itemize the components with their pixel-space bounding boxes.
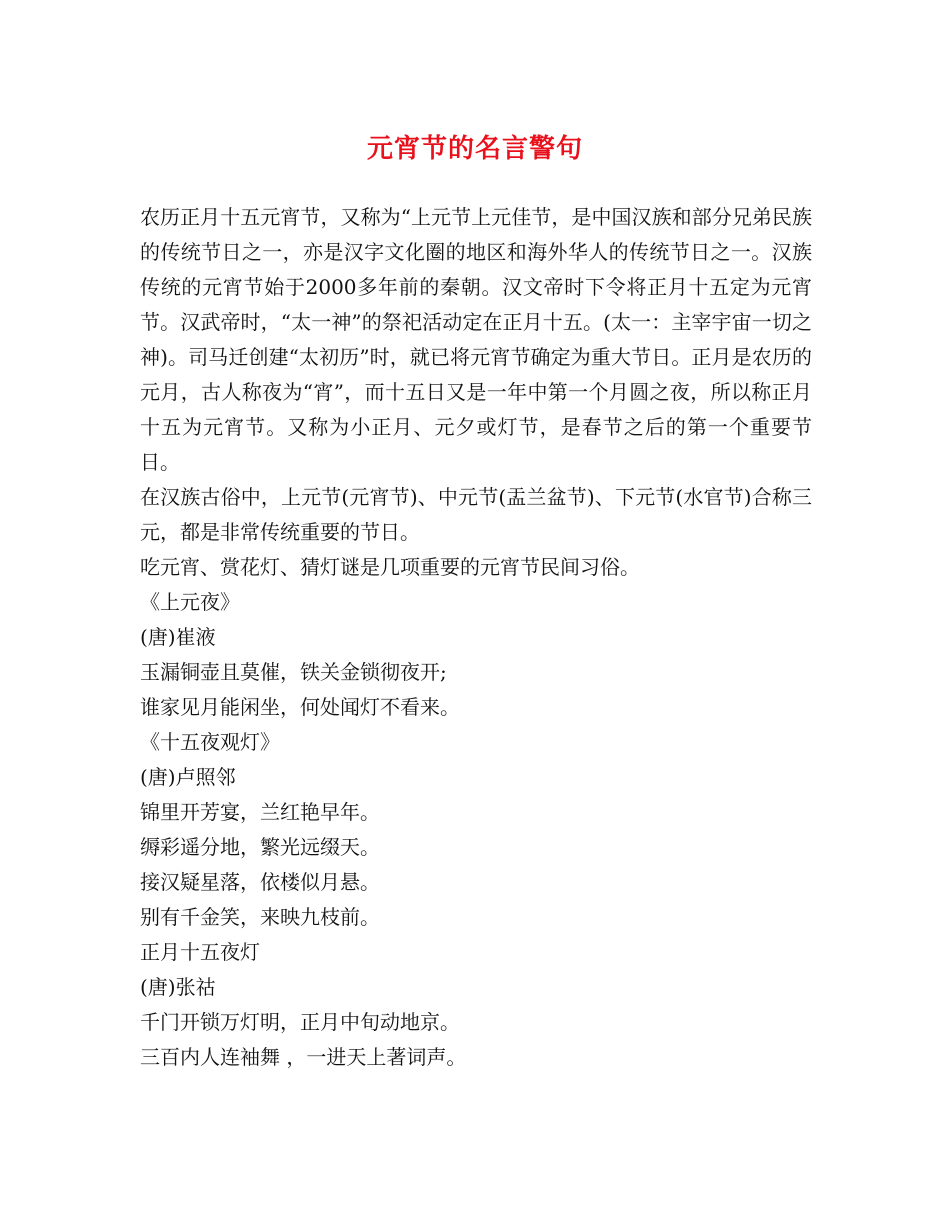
poem-title: 正月十五夜灯 <box>140 940 260 964</box>
customs-line: 吃元宵、赏花灯、猜灯谜是几项重要的元宵节民间习俗。 <box>140 555 640 579</box>
poem-verse: 别有千金笑，来映九枝前。 <box>140 905 380 929</box>
poem-verse: 千门开锁万灯明，正月中旬动地京。 <box>140 1010 460 1034</box>
sanyuan-paragraph: 在汉族古俗中，上元节(元宵节)、中元节(盂兰盆节)、下元节(水官节)合称三元，都是非常传统重要的节日。 <box>140 485 812 544</box>
poem-title: 《上元夜》 <box>140 590 240 614</box>
intro-paragraph: 农历正月十五元宵节，又称为“上元节上元佳节，是中国汉族和部分兄弟民族的传统节日之一，亦是汉字文化圈的地区和海外华人的传统节日之一。汉族传统的元宵节始于2000多年前的秦朝。汉文帝时下令将正月十五定为元宵节。汉武帝时，“太一神”的祭祀活动定在正月十五。(太一：主宰宇宙一切之神)。司马迁创建“太初历”时，就已将元宵节确定为重大节日。正月是农历的元月，古人称夜为“宵”，而十五日又是一年中第一个月圆之夜，所以称正月十五为元宵节。又称为小正月、元夕或灯节，是春节之后的第一个重要节日。 <box>140 205 812 474</box>
poem-verse: 谁家见月能闲坐，何处闻灯不看来。 <box>140 695 460 719</box>
document-title: 元宵节的名言警句 <box>366 134 583 164</box>
poem-verse: 接汉疑星落，依楼似月悬。 <box>140 870 380 894</box>
document-body <box>140 200 812 1075</box>
poem-author: (唐)张祜 <box>140 975 216 999</box>
poem-author: (唐)崔液 <box>140 625 216 649</box>
poem-verse: 缛彩遥分地，繁光远缀天。 <box>140 835 380 859</box>
poem-verse: 三百内人连袖舞 ，一进天上著词声。 <box>140 1045 467 1069</box>
poem-verse: 玉漏铜壶且莫催，铁关金锁彻夜开; <box>140 660 447 684</box>
poem-author: (唐)卢照邻 <box>140 765 236 789</box>
poem-verse: 锦里开芳宴，兰红艳早年。 <box>140 800 380 824</box>
poem-title: 《十五夜观灯》 <box>140 730 280 754</box>
